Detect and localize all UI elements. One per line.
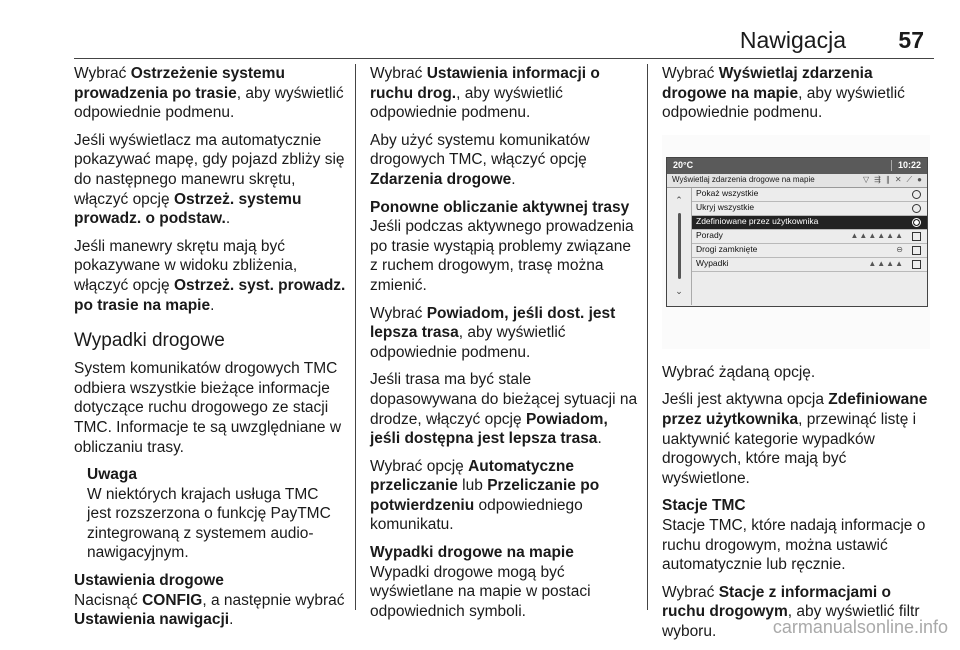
paragraph: Wybrać Ostrzeżenie systemu prowadzenia po trasie, aby wyświetlić odpowiednie podmenu. [74,65,344,122]
paragraph: Wybrać Ustawienia informacji o ruchu drog., aby wyświetlić odpowiednie podmenu. [370,65,600,122]
temperature: 20°C [673,159,694,170]
radio-button[interactable] [912,204,921,213]
paragraph: Jeśli jest aktywna opcja Zdefiniowane przez użytkownika, przewinąć listę i uaktywnić kategorie wypadków drogowych, które mają być wyświetlone. [662,391,928,487]
paragraph: Wybrać Powiadom, jeśli dost. jest lepsza trasa, aby wyświetlić odpowiednie podmenu. [370,304,616,361]
paragraph: Jeśli manewry skrętu mają być pokazywane w widoku zbliżenia, włączyć opcję Ostrzeż. syst. prowadz. po trasie na mapie. [74,237,346,314]
note-text: W niektórych krajach usługa TMC jest rozszerzona o funkcję PayTMC zintegrowaną z systemem audio-nawigacyjnym. [87,485,331,562]
paragraph: Aby użyć systemu komunikatów drogowych TMC, włączyć opcję Zdarzenia drogowe. [370,131,590,188]
paragraph: Wybrać Wyświetlaj zdarzenia drogowe na mapie, aby wyświetlić odpowiednie podmenu. [662,65,905,122]
radio-button[interactable] [912,190,921,199]
road-icon: ∥ [885,175,890,185]
column-divider [355,64,356,610]
submenu-icon[interactable] [912,232,921,241]
column-divider [647,64,648,610]
page-number: 57 [898,27,924,53]
menu-title: Wyświetlaj zdarzenia drogowe na mapie [672,175,815,185]
list-item[interactable]: Ukryj wszystkie [692,202,927,216]
display-screen [666,157,928,307]
scrollbar[interactable] [678,213,681,279]
paragraph: Nacisnąć CONFIG, a następnie wybrać Ustawienia nawigacji. [74,591,345,629]
closed-road-icon: ✕ [894,175,902,185]
paragraph: Wybrać Stacje z informacjami o ruchu drogowym, aby wyświetlić filtr wyboru. [662,583,920,640]
filter-icon: ▽ [862,175,870,185]
paragraph: Jeśli podczas aktywnego prowadzenia po trasie wystąpią problemy związane z ruchem drogowym, trasę można zmienić. [370,218,634,294]
column-1 [74,64,346,638]
subsection-heading: Stacje TMC [662,497,746,515]
column-2 [370,64,642,629]
paragraph: Jeśli wyświetlacz ma automatycznie pokazywać mapę, gdy pojazd zbliży się do następnego manewru skrętu, włączyć opcję Ostrzeż. systemu prowadz. o podstaw.. [74,131,345,228]
radio-button-selected[interactable] [912,218,921,227]
paragraph: Wypadki drogowe mogą być wyświetlane na mapie w postaci odpowiednich symboli. [370,563,591,620]
column-3 [662,64,934,650]
clock: 10:22 [897,159,921,170]
list-item[interactable]: Pokaż wszystkie [692,188,927,202]
traffic-jam-icon: ⇶ [874,175,881,185]
submenu-icon[interactable] [912,260,921,269]
paragraph: Wybrać żądaną opcję. [662,363,816,381]
note-title: Uwaga [87,466,137,484]
page-section-title: Nawigacja [739,27,846,53]
scroll-column [667,188,691,305]
paragraph: Jeśli trasa ma być stale dopasowywana do bieżącej sytuacji na drodze, włączyć opcję Powiadom, jeśli dostępna jest lepsza trasa. [370,371,638,448]
list-item[interactable]: Drogi zamknięte ⊖ [692,244,927,258]
paragraph: Wybrać opcję Automatyczne przeliczanie lub Przeliczanie po potwierdzeniu odpowiedniego komunikatu. [370,457,600,534]
subsection-heading: Ustawienia drogowe [74,572,224,590]
option-list [691,188,927,305]
paragraph: System komunikatów drogowych TMC odbiera wszystkie bieżące informacje dotyczące ruchu drogowego ze stacji TMC. Informacje te są uwzględniane w obliczaniu trasy. [74,360,342,456]
submenu-icon[interactable] [912,246,921,255]
paragraph: Stacje TMC, które nadają informacje o ruchu drogowym, można ustawić automatycznie lub ręcznie. [662,516,926,574]
subsection-heading: Wypadki drogowe na mapie [370,544,574,562]
scroll-up-icon[interactable]: ⌃ [675,194,683,205]
category-icons: ⊖ [896,245,904,255]
header-divider [74,58,934,59]
lane-icon: ⟋ [906,175,913,185]
subsection-heading: Ponowne obliczanie aktywnej trasy [370,198,630,216]
list-item[interactable]: Porady ▲▲▲▲▲▲ [692,230,927,244]
category-icons: ▲▲▲▲ [868,259,904,269]
category-icons: ▲▲▲▲▲▲ [850,231,904,241]
section-heading: Wypadki drogowe [74,330,225,352]
list-item[interactable]: Wypadki ▲▲▲▲ [692,258,927,272]
watermark: carmanualsonline.info [772,617,948,637]
scroll-down-icon[interactable]: ⌄ [675,286,683,297]
list-item-selected[interactable]: Zdefiniowane przez użytkownika [692,216,927,230]
infotainment-screenshot [662,135,930,349]
note-box [74,465,346,563]
settings-icon[interactable]: ● [917,175,922,185]
